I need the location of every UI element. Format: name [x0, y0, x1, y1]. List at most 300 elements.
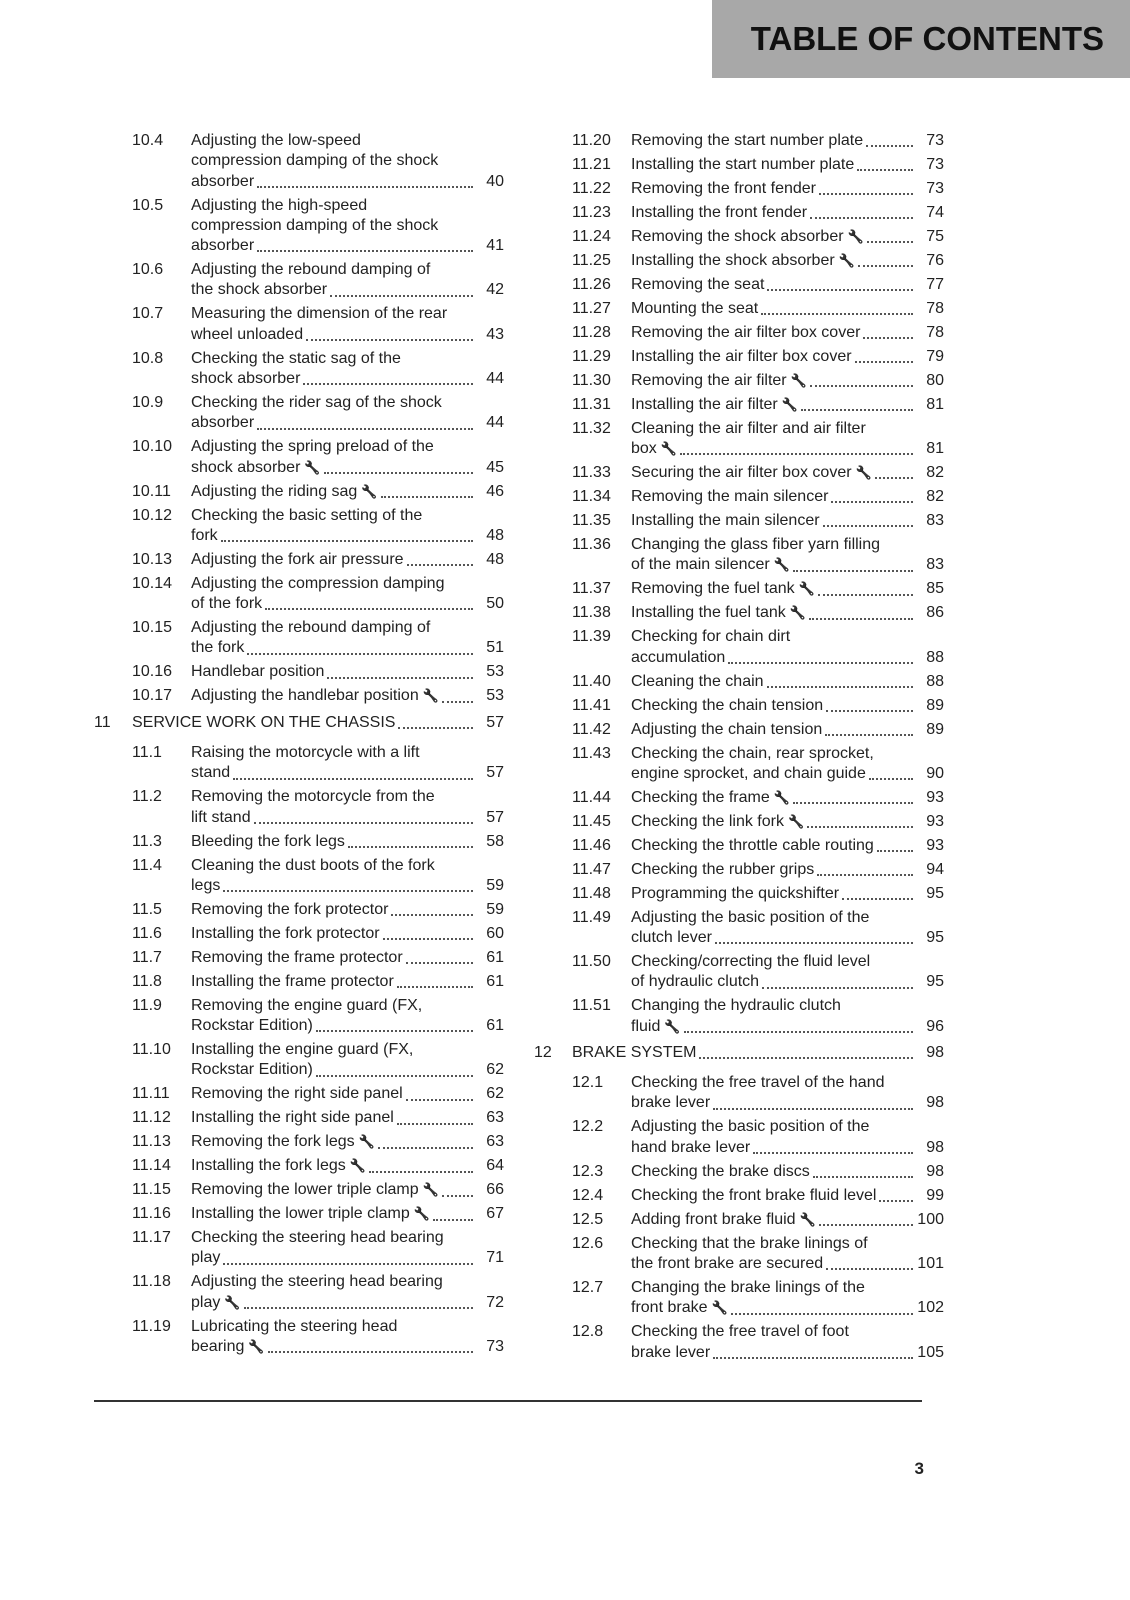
dot-leader: [767, 686, 913, 688]
toc-entry-page: 67: [486, 1205, 504, 1223]
toc-entry-title-line: stand: [191, 764, 231, 782]
dot-leader: [867, 241, 913, 243]
toc-entry-page: 58: [486, 832, 504, 850]
toc-entry[interactable]: [534, 579, 944, 599]
toc-entry-title-line: Changing the hydraulic clutch: [631, 997, 841, 1015]
dot-leader: [244, 1307, 473, 1309]
toc-entry[interactable]: [534, 1210, 944, 1230]
toc-entry-page: 50: [486, 595, 504, 613]
toc-entry-title-line: Removing the fork protector: [191, 900, 389, 918]
dot-leader: [306, 339, 473, 341]
toc-entry-page: 95: [926, 929, 944, 947]
toc-entry-title-line: Removing the air filter: [631, 371, 787, 389]
toc-entry[interactable]: [534, 812, 944, 832]
toc-entry-title-line: shock absorber: [191, 458, 301, 476]
dot-leader: [378, 1147, 473, 1149]
dot-leader: [324, 472, 473, 474]
toc-entry[interactable]: [94, 550, 504, 570]
toc-entry-page: 73: [926, 132, 944, 149]
toc-entry[interactable]: [94, 787, 504, 828]
toc-entry-title-line: Adjusting the compression damping: [191, 574, 445, 592]
dot-leader: [877, 850, 913, 852]
toc-entry[interactable]: [94, 1204, 504, 1224]
toc-entry-title-line: lift stand: [191, 808, 251, 826]
toc-entry[interactable]: [534, 227, 944, 247]
dot-leader: [767, 289, 913, 291]
toc-entry-number: 11.34: [572, 488, 611, 506]
toc-entry[interactable]: [534, 788, 944, 808]
toc-entry-title-line: Cleaning the dust boots of the fork: [191, 856, 435, 874]
toc-entry[interactable]: [534, 1186, 944, 1206]
toc-entry-title-line: Programming the quickshifter: [631, 884, 840, 902]
wrench-icon: 🔧: [361, 483, 378, 499]
toc-entry-title-line: Installing the front fender: [631, 203, 808, 221]
toc-entry-title-line: Checking the free travel of the hand: [631, 1074, 885, 1092]
dot-leader: [715, 942, 913, 944]
toc-entry-page: 89: [926, 720, 944, 738]
toc-entry[interactable]: [534, 603, 944, 623]
toc-entry-page: 45: [486, 458, 504, 476]
toc-entry-title-line: Removing the motorcycle from the: [191, 788, 435, 806]
toc-entry-title-line: shock absorber: [191, 370, 301, 388]
toc-entry-number: 11.18: [132, 1273, 171, 1291]
toc-entry[interactable]: [534, 347, 944, 367]
toc-entry-number: 10.12: [132, 506, 173, 524]
toc-entry-number: 11.13: [132, 1133, 171, 1151]
toc-entry-page: 71: [486, 1249, 504, 1267]
toc-entry-title-line: of the main silencer: [631, 556, 770, 574]
wrench-icon: 🔧: [422, 688, 439, 704]
toc-entry[interactable]: [94, 686, 504, 706]
toc-entry-title-line: Installing the engine guard (FX,: [191, 1041, 414, 1058]
toc-entry-title-line: Changing the brake linings of the: [631, 1278, 865, 1296]
toc-entry-title-line: Adjusting the basic position of the: [631, 1118, 870, 1136]
toc-entry-title-line: Adjusting the chain tension: [631, 720, 823, 738]
dot-leader: [825, 734, 913, 736]
toc-entry-title-line: Installing the shock absorber: [631, 251, 835, 269]
toc-entry-page: 83: [926, 512, 944, 530]
toc-entry-number: 11.33: [572, 464, 611, 482]
toc-entry-title-line: fluid: [631, 1017, 661, 1035]
toc-entry-number: 11.29: [572, 347, 611, 365]
toc-entry[interactable]: [534, 155, 944, 175]
toc-entry[interactable]: [94, 482, 504, 502]
toc-entry-title-line: Removing the right side panel: [191, 1085, 403, 1103]
toc-entry[interactable]: [534, 720, 944, 740]
dot-leader: [680, 453, 913, 455]
toc-entry-title-line: wheel unloaded: [191, 325, 304, 343]
toc-entry-page: 66: [486, 1181, 504, 1199]
toc-entry-title-line: box: [631, 440, 657, 458]
dot-leader: [391, 914, 473, 916]
toc-entry-page: 61: [486, 972, 504, 990]
toc-entry-page: 60: [486, 924, 504, 942]
toc-entry-title-line: Handlebar position: [191, 663, 325, 681]
toc-entry[interactable]: [94, 1272, 504, 1313]
toc-entry-page: 62: [486, 1061, 504, 1079]
toc-entry-page: 61: [486, 948, 504, 966]
toc-entry[interactable]: [534, 275, 944, 295]
toc-entry-number: 11.10: [132, 1041, 171, 1058]
toc-entry[interactable]: [534, 860, 944, 880]
toc-entry-page: 88: [926, 672, 944, 690]
toc-entry-title-line: SERVICE WORK ON THE CHASSIS: [132, 713, 396, 731]
toc-entry-number: 11.39: [572, 628, 611, 646]
toc-entry-number: 10.14: [132, 574, 173, 592]
toc-entry-title-line: accumulation: [631, 648, 726, 666]
toc-entry-number: 10.6: [132, 261, 164, 279]
toc-entry[interactable]: [534, 131, 944, 151]
toc-entry-number: 11.46: [572, 836, 611, 854]
toc-entry-title-line: Checking the front brake fluid level: [631, 1186, 877, 1204]
toc-entry[interactable]: [94, 743, 504, 784]
wrench-icon: 🔧: [773, 557, 790, 573]
toc-entry-title-line: absorber: [191, 172, 255, 190]
toc-entry-number: 11.43: [572, 744, 611, 762]
toc-entry[interactable]: [94, 437, 504, 478]
toc-entry[interactable]: [534, 884, 944, 904]
toc-entry[interactable]: [534, 908, 944, 949]
toc-entry-number: 11.27: [572, 299, 611, 317]
toc-entry[interactable]: [94, 1317, 504, 1358]
toc-entry-page: 59: [486, 876, 504, 894]
toc-entry-number: 11.23: [572, 203, 611, 221]
toc-entry-title-line: Removing the fork legs: [191, 1133, 355, 1151]
toc-entry-number: 12.1: [572, 1074, 604, 1092]
dot-leader: [407, 564, 473, 566]
toc-entry-title-line: Rockstar Edition): [191, 1061, 313, 1079]
toc-entry-page: 48: [486, 550, 504, 568]
wrench-icon: 🔧: [790, 372, 807, 388]
toc-entry[interactable]: [534, 251, 944, 271]
toc-entry-page: 82: [926, 464, 944, 482]
toc-entry-number: 11.9: [132, 996, 162, 1014]
dot-leader: [869, 778, 913, 780]
toc-entry-title-line: Mounting the seat: [631, 299, 759, 317]
toc-entry-title-line: compression damping of the shock: [191, 216, 439, 234]
dot-leader: [713, 1108, 913, 1110]
dot-leader: [369, 1171, 473, 1173]
toc-entry-title-line: Installing the fork protector: [191, 924, 380, 942]
toc-entry-title-line: Adjusting the basic position of the: [631, 908, 870, 926]
toc-entry[interactable]: [94, 1180, 504, 1200]
toc-entry[interactable]: [94, 506, 504, 547]
toc-entry[interactable]: [534, 836, 944, 856]
toc-chapter-entry[interactable]: [94, 713, 504, 733]
toc-entry[interactable]: [534, 371, 944, 391]
toc-entry-title-line: Adjusting the high-speed: [191, 196, 368, 214]
toc-entry-title-line: Checking the free travel of foot: [631, 1323, 849, 1341]
toc-entry-page: 88: [926, 648, 944, 666]
toc-entry-number: 11.42: [572, 720, 611, 738]
toc-entry-page: 40: [486, 172, 504, 190]
footer-divider: [94, 1400, 922, 1402]
toc-entry-number: 12.6: [572, 1234, 604, 1252]
toc-entry-number: 10.11: [132, 482, 171, 500]
toc-entry-title-line: Installing the lower triple clamp: [191, 1205, 410, 1223]
toc-entry-page: 74: [926, 203, 944, 221]
toc-entry[interactable]: [94, 618, 504, 659]
toc-entry-number: 12: [534, 1043, 552, 1061]
toc-entry-number: 11.30: [572, 371, 611, 389]
wrench-icon: 🔧: [664, 1018, 681, 1034]
toc-entry-page: 62: [486, 1085, 504, 1103]
dot-leader: [810, 217, 913, 219]
toc-entry-number: 10.17: [132, 687, 173, 705]
wrench-icon: 🔧: [773, 789, 790, 805]
dot-leader: [223, 890, 473, 892]
toc-entry-page: 93: [926, 788, 944, 806]
toc-entry-number: 11.50: [572, 953, 611, 971]
dot-leader: [793, 570, 913, 572]
toc-entry-title-line: absorber: [191, 237, 255, 255]
toc-entry-number: 11.12: [132, 1109, 171, 1127]
toc-entry-number: 11.2: [132, 788, 162, 806]
toc-entry-page: 100: [917, 1210, 944, 1228]
toc-entry-page: 63: [486, 1133, 504, 1151]
dot-leader: [316, 1075, 473, 1077]
toc-entry-number: 11.31: [572, 395, 611, 413]
toc-entry-title-line: Installing the air filter: [631, 395, 778, 413]
toc-entry[interactable]: [534, 1117, 944, 1158]
toc-entry-number: 10.10: [132, 438, 173, 456]
dot-leader: [879, 1200, 913, 1202]
dot-leader: [810, 385, 913, 387]
dot-leader: [761, 313, 913, 315]
toc-entry[interactable]: [94, 1084, 504, 1104]
toc-entry-title-line: Checking the static sag of the: [191, 349, 401, 367]
toc-entry-number: 11.48: [572, 884, 611, 902]
toc-entry[interactable]: [94, 1156, 504, 1176]
toc-entry[interactable]: [534, 1278, 944, 1319]
toc-entry-title-line: Adding front brake fluid: [631, 1210, 796, 1228]
dot-leader: [809, 618, 913, 620]
toc-entry-title-line: engine sprocket, and chain guide: [631, 764, 866, 782]
toc-entry-page: 76: [926, 251, 944, 269]
dot-leader: [762, 987, 913, 989]
toc-entry[interactable]: [534, 323, 944, 343]
toc-entry[interactable]: [534, 952, 944, 993]
toc-entry-number: 11.8: [132, 972, 162, 990]
toc-entry-page: 83: [926, 556, 944, 574]
toc-entry[interactable]: [534, 463, 944, 483]
toc-entry-page: 64: [486, 1157, 504, 1175]
toc-entry-number: 11.4: [132, 856, 162, 874]
toc-entry[interactable]: [534, 395, 944, 415]
toc-entry[interactable]: [534, 203, 944, 223]
toc-entry-title-line: fork: [191, 526, 218, 544]
toc-entry-page: 44: [486, 414, 504, 432]
toc-entry[interactable]: [94, 900, 504, 920]
toc-entry[interactable]: [534, 535, 944, 576]
toc-entry-page: 75: [926, 227, 944, 245]
toc-entry-page: 78: [926, 323, 944, 341]
toc-entry[interactable]: [94, 948, 504, 968]
toc-entry-page: 85: [926, 580, 944, 598]
wrench-icon: 🔧: [799, 1211, 816, 1227]
toc-entry[interactable]: [94, 260, 504, 301]
dot-leader: [327, 677, 473, 679]
toc-entry-number: 10.5: [132, 196, 164, 214]
toc-entry-page: 79: [926, 347, 944, 365]
toc-entry[interactable]: [534, 1234, 944, 1275]
toc-entry-number: 11.1: [132, 743, 162, 761]
dot-leader: [863, 337, 913, 339]
toc-entry-number: 11: [94, 713, 111, 731]
toc-entry-title-line: Checking the throttle cable routing: [631, 836, 874, 854]
toc-entry[interactable]: [534, 744, 944, 785]
toc-entry[interactable]: [94, 1132, 504, 1152]
wrench-icon: 🔧: [789, 605, 806, 621]
toc-entry-number: 11.44: [572, 788, 611, 806]
toc-entry[interactable]: [534, 179, 944, 199]
toc-entry-page: 53: [486, 663, 504, 681]
toc-left-column: [94, 131, 504, 1361]
toc-entry-number: 11.7: [132, 948, 162, 966]
toc-entry-title-line: Installing the frame protector: [191, 972, 394, 990]
toc-entry-page: 86: [926, 604, 944, 622]
toc-entry[interactable]: [94, 856, 504, 897]
toc-entry-page: 98: [926, 1094, 944, 1112]
toc-entry[interactable]: [94, 1228, 504, 1269]
dot-leader: [728, 662, 913, 664]
dot-leader: [381, 496, 473, 498]
toc-entry-title-line: Adjusting the spring preload of the: [191, 438, 434, 456]
toc-entry-number: 11.11: [132, 1085, 170, 1103]
toc-entry-title-line: Securing the air filter box cover: [631, 464, 852, 482]
toc-entry-title-line: of hydraulic clutch: [631, 973, 760, 991]
dot-leader: [831, 501, 913, 503]
toc-entry[interactable]: [534, 299, 944, 319]
toc-entry[interactable]: [94, 349, 504, 390]
toc-entry-page: 81: [926, 395, 944, 413]
toc-entry-page: 90: [926, 764, 944, 782]
toc-entry-number: 11.25: [572, 251, 611, 269]
toc-entry[interactable]: [534, 419, 944, 460]
toc-entry[interactable]: [94, 924, 504, 944]
dot-leader: [826, 710, 913, 712]
toc-entry-number: 12.2: [572, 1118, 604, 1136]
toc-entry-page: 102: [917, 1299, 944, 1317]
toc-entry-number: 10.15: [132, 619, 173, 637]
toc-entry[interactable]: [534, 487, 944, 507]
toc-entry[interactable]: [94, 304, 504, 345]
toc-entry-title-line: Checking/correcting the fluid level: [631, 953, 871, 971]
toc-entry-number: 11.40: [572, 672, 611, 690]
toc-entry-title-line: Removing the air filter box cover: [631, 323, 861, 341]
toc-entry[interactable]: [94, 662, 504, 682]
toc-entry[interactable]: [534, 627, 944, 668]
toc-entry-page: 93: [926, 812, 944, 830]
toc-entry-title-line: Checking the steering head bearing: [191, 1229, 444, 1247]
toc-entry-title-line: Installing the fuel tank: [631, 604, 786, 622]
toc-entry-page: 82: [926, 488, 944, 506]
toc-entry[interactable]: [94, 196, 504, 257]
toc-entry-title-line: Adjusting the steering head bearing: [191, 1273, 443, 1291]
toc-entry-title-line: Installing the main silencer: [631, 512, 820, 530]
toc-entry[interactable]: [534, 996, 944, 1037]
toc-entry[interactable]: [94, 972, 504, 992]
dot-leader: [406, 1099, 473, 1101]
dot-leader: [731, 1313, 913, 1315]
toc-entry[interactable]: [534, 1162, 944, 1182]
toc-entry[interactable]: [94, 393, 504, 434]
dot-leader: [699, 1057, 913, 1059]
toc-entry-title-line: Removing the frame protector: [191, 948, 403, 966]
toc-entry-title-line: Checking the rider sag of the shock: [191, 394, 442, 411]
toc-entry-number: 11.49: [572, 908, 611, 926]
dot-leader: [823, 525, 913, 527]
dot-leader: [753, 1152, 913, 1154]
toc-entry-number: 10.7: [132, 305, 164, 323]
dot-leader: [807, 826, 913, 828]
toc-entry-number: 11.51: [572, 997, 611, 1015]
toc-entry[interactable]: [534, 696, 944, 716]
dot-leader: [268, 1351, 473, 1353]
toc-entry-number: 11.14: [132, 1157, 171, 1175]
dot-leader: [247, 653, 473, 655]
toc-entry-title-line: Changing the glass fiber yarn filling: [631, 536, 881, 554]
toc-entry-page: 63: [486, 1109, 504, 1127]
dot-leader: [257, 250, 473, 252]
toc-entry-page: 73: [926, 155, 944, 173]
toc-entry-title-line: Checking the chain, rear sprocket,: [631, 744, 874, 762]
wrench-icon: 🔧: [660, 441, 677, 457]
toc-entry[interactable]: [94, 574, 504, 615]
toc-entry-number: 11.37: [572, 580, 611, 598]
toc-entry[interactable]: [534, 511, 944, 531]
toc-chapter-entry[interactable]: [534, 1043, 944, 1063]
wrench-icon: 🔧: [358, 1134, 375, 1150]
toc-entry-number: 10.9: [132, 394, 164, 411]
toc-entry-page: 57: [486, 808, 504, 826]
toc-entry-page: 96: [926, 1017, 944, 1035]
toc-entry-page: 78: [926, 299, 944, 317]
dot-leader: [303, 383, 473, 385]
toc-entry-title-line: legs: [191, 876, 221, 894]
toc-entry-title-line: Checking the rubber grips: [631, 860, 815, 878]
toc-entry-number: 12.4: [572, 1186, 604, 1204]
toc-entry-title-line: Checking the link fork: [631, 812, 784, 830]
toc-entry[interactable]: [94, 996, 504, 1037]
toc-entry-number: 11.21: [572, 155, 611, 173]
toc-entry-title-line: compression damping of the shock: [191, 152, 439, 170]
toc-entry-number: 10.13: [132, 550, 173, 568]
toc-entry-title-line: Removing the shock absorber: [631, 227, 844, 245]
dot-leader: [397, 1123, 473, 1125]
toc-entry-number: 11.38: [572, 604, 611, 622]
toc-entry-page: 73: [486, 1338, 504, 1356]
toc-entry[interactable]: [534, 672, 944, 692]
toc-right-column: [534, 131, 944, 1367]
dot-leader: [316, 1030, 473, 1032]
dot-leader: [383, 938, 473, 940]
toc-entry[interactable]: [94, 131, 504, 192]
toc-entry-page: 105: [917, 1343, 944, 1361]
toc-entry[interactable]: [94, 1108, 504, 1128]
toc-entry[interactable]: [94, 832, 504, 852]
dot-leader: [257, 428, 473, 430]
toc-entry-number: 11.22: [572, 179, 611, 197]
toc-entry[interactable]: [534, 1322, 944, 1363]
toc-entry-title-line: Installing the air filter box cover: [631, 347, 852, 365]
toc-entry-number: 11.5: [132, 900, 162, 918]
toc-entry-number: 10.8: [132, 349, 164, 367]
toc-entry[interactable]: [94, 1040, 504, 1081]
dot-leader: [842, 898, 913, 900]
toc-entry-title-line: Checking the basic setting of the: [191, 506, 423, 524]
toc-entry[interactable]: [534, 1073, 944, 1114]
